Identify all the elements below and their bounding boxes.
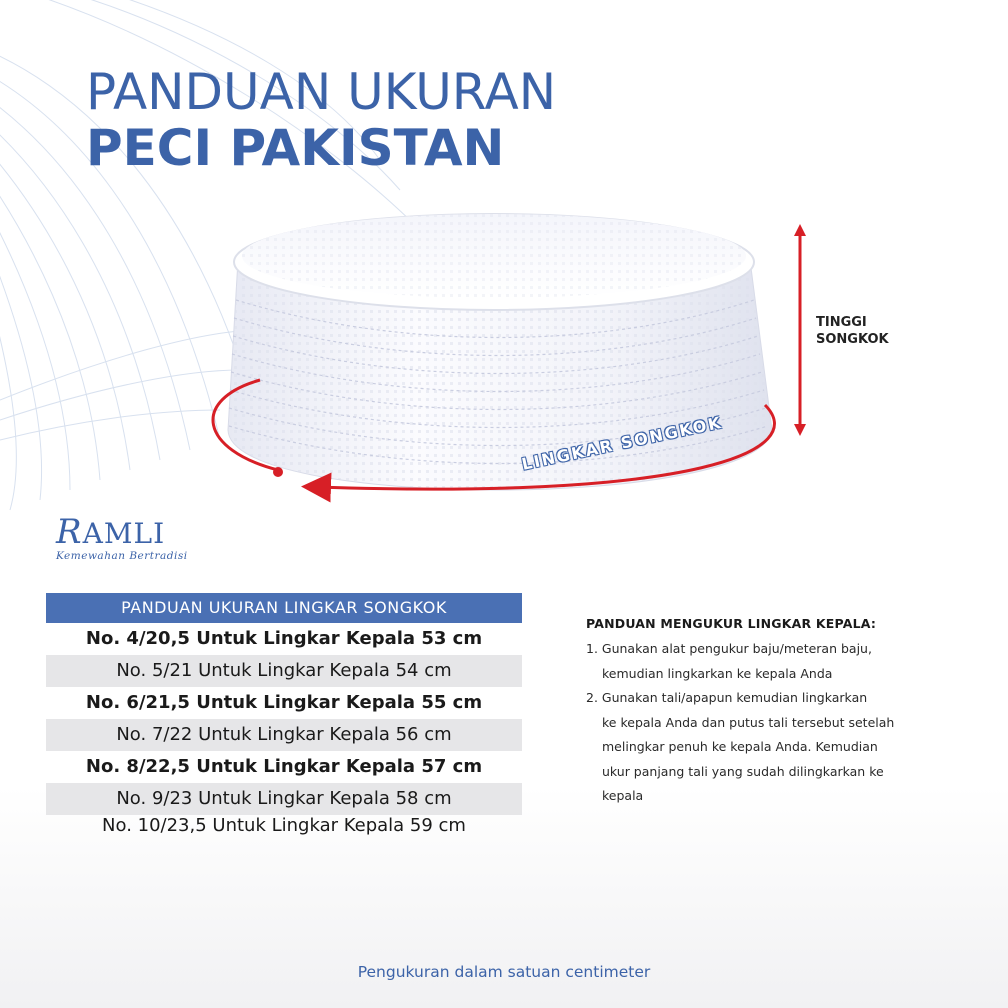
guide-step-1-line-2: kemudian lingkarkan ke kepala Anda [602,665,833,681]
height-label-line-1: TINGGI [816,315,867,330]
brand-name-rest: AMLI [82,517,166,550]
size-table [46,593,522,837]
brand-name-initial: R [56,512,83,552]
guide-step-2-line-4: ukur panjang tali yang sudah dilingkarkan ke [602,763,884,779]
guide-title: PANDUAN MENGUKUR LINGKAR KEPALA: [586,616,877,631]
size-row: No. 5/21 Untuk Lingkar Kepala 54 cm [46,655,522,687]
guide-step-2 [586,686,946,809]
guide-step-2-line-1: 2. Gunakan tali/apapun kemudian lingkarkan [586,690,868,705]
size-table-header: PANDUAN UKURAN LINGKAR SONGKOK [46,593,522,623]
height-label [816,314,906,348]
footer-note: Pengukuran dalam satuan centimeter [357,963,651,981]
size-row: No. 6/21,5 Untuk Lingkar Kepala 55 cm [85,692,483,713]
guide-step-2-line-2: ke kepala Anda dan putus tali tersebut setelah [602,714,895,730]
height-label-line-2: SONGKOK [816,332,889,347]
size-row: No. 4/20,5 Untuk Lingkar Kepala 53 cm [85,628,483,649]
size-row: No. 9/23 Untuk Lingkar Kepala 58 cm [46,783,522,815]
measuring-guide [586,616,946,809]
guide-step-2-line-3: melingkar penuh ke kepala Anda. Kemudian [602,739,878,754]
guide-step-2-line-5: kepala [602,788,644,803]
brand-tagline: Kemewahan Bertradisi [56,550,188,562]
size-row: No. 10/23,5 Untuk Lingkar Kepala 59 cm [102,815,466,836]
circumference-label: LINGKAR SONGKOK [520,412,725,474]
guide-step-1-line-1: 1. Gunakan alat pengukur baju/meteran baju, [586,641,872,656]
guide-step-1 [586,637,946,686]
size-row: No. 7/22 Untuk Lingkar Kepala 56 cm [46,719,522,751]
title-line-2: PECI PAKISTAN [86,119,505,177]
title-line-1: PANDUAN UKURAN [86,63,557,121]
size-row: No. 8/22,5 Untuk Lingkar Kepala 57 cm [85,756,483,777]
brand-logo [56,512,188,562]
brand-name [56,512,188,552]
page-title [86,64,556,176]
songkok-cap-illustration [200,180,820,590]
